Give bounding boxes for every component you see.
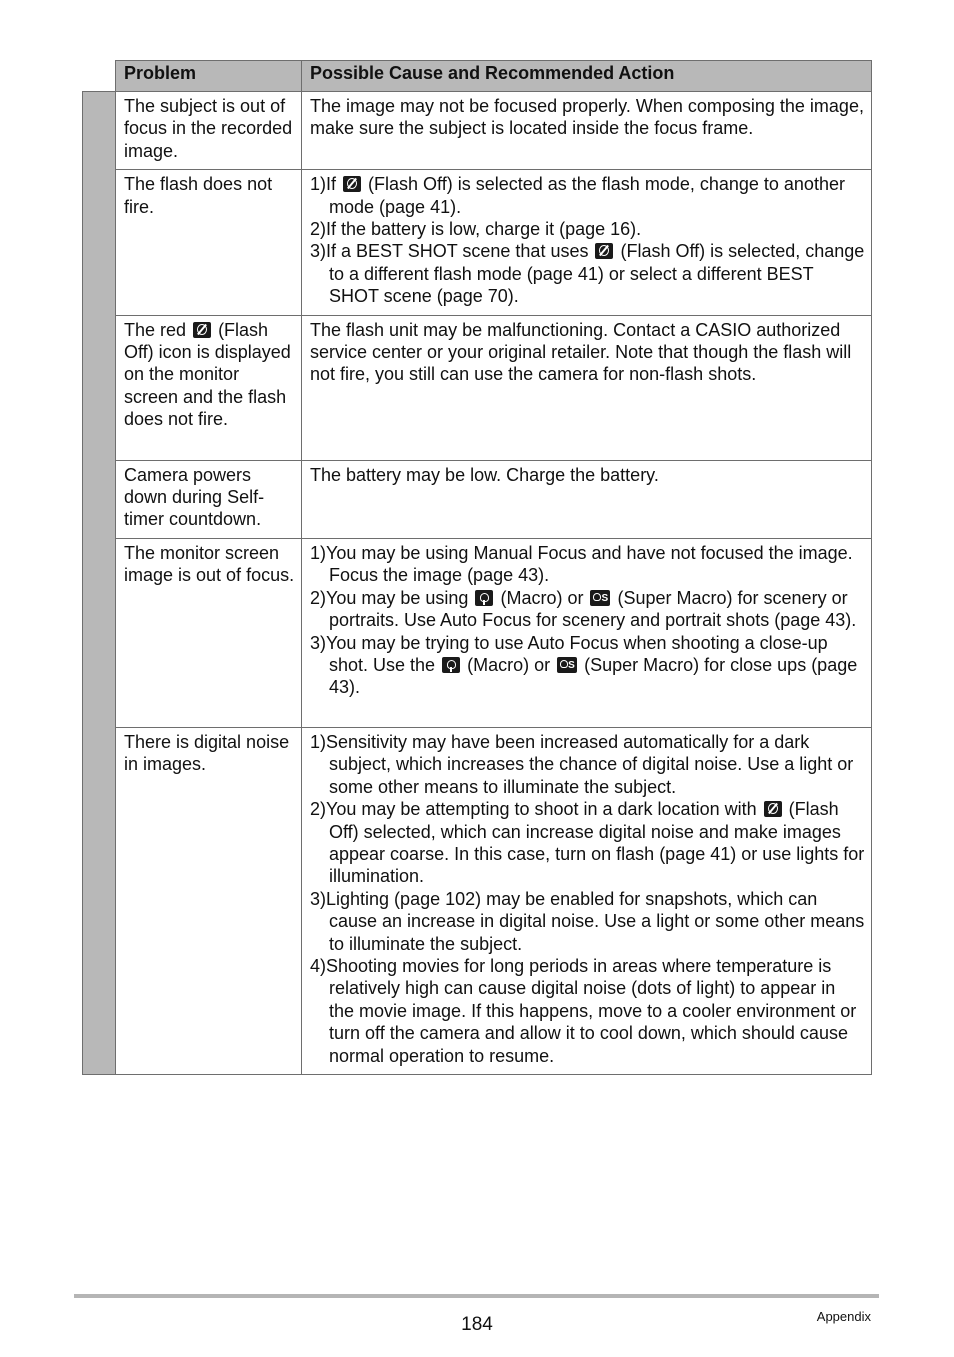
action-cell <box>302 727 872 1074</box>
table-row <box>83 538 872 727</box>
flash-off-icon <box>193 322 211 338</box>
action-cell <box>302 170 872 315</box>
action-step: 2)You may be attempting to shoot in a dark location with (Flash Off) selected, which can increase digital noise and make images appear coarse. In this case, turn on flash (page 41) or use lights for illumination. <box>310 799 865 887</box>
flash-off-icon <box>764 801 782 817</box>
problem-cell: The monitor screen image is out of focus. <box>116 538 302 727</box>
problem-cell: The flash does not fire. <box>116 170 302 315</box>
table-row <box>83 727 872 1074</box>
problem-cell: The red (Flash Off) icon is displayed on the monitor screen and the flash does not fire. <box>116 315 302 460</box>
action-step: 3)You may be trying to use Auto Focus when shooting a close-up shot. Use the (Macro) or S (Super Macro) for close ups (page 43). <box>310 632 865 699</box>
action-step: 2)If the battery is low, charge it (page 16). <box>310 219 642 240</box>
action-step: 2)You may be using (Macro) or S (Super Macro) for scenery or portraits. Use Auto Focus for scenery and portrait shots (page 43). <box>310 587 865 632</box>
troubleshooting-table <box>82 60 872 1075</box>
action-step: 3)If a BEST SHOT scene that uses (Flash Off) is selected, change to a different flash mode (page 41) or select a different BEST SHOT scene (page 70). <box>310 241 865 307</box>
super-macro-icon <box>557 657 577 673</box>
action-cell: The image may not be focused properly. When composing the image, make sure the subject is located inside the focus frame. <box>302 92 872 170</box>
action-step: 3)Lighting (page 102) may be enabled for snapshots, which can cause an increase in digital noise. Use a light or some other means to illuminate the subject. <box>310 888 865 954</box>
super-macro-icon <box>590 590 610 606</box>
problem-cell: Camera powers down during Self-timer countdown. <box>116 460 302 538</box>
footer-rule <box>74 1294 879 1298</box>
flash-off-icon <box>595 243 613 259</box>
header-spacer <box>83 61 116 92</box>
table-row <box>83 170 872 315</box>
table-row <box>83 315 872 460</box>
table-row <box>83 92 872 170</box>
action-cell: The flash unit may be malfunctioning. Contact a CASIO authorized service center or your original retailer. Note that though the flash will not fire, you still can use the camera for non-flash shots. <box>302 315 872 460</box>
action-step: 4)Shooting movies for long periods in areas where temperature is relatively high can cause digital noise (dots of light) to appear in the movie image. If this happens, move to a cooler environment or turn off the camera and allow it to cool down, which should cause normal operation to resume. <box>310 955 857 1066</box>
header-problem: Problem <box>116 61 302 92</box>
action-step: 1)You may be using Manual Focus and have not focused the image. Focus the image (page 43). <box>310 542 853 586</box>
section-tab <box>83 92 116 1075</box>
problem-cell: There is digital noise in images. <box>116 727 302 1074</box>
macro-icon <box>475 590 493 606</box>
table-header-row <box>83 61 872 92</box>
action-cell: The battery may be low. Charge the battery. <box>302 460 872 538</box>
macro-icon <box>442 657 460 673</box>
table-row <box>83 460 872 538</box>
action-cell <box>302 538 872 727</box>
header-action: Possible Cause and Recommended Action <box>302 61 872 92</box>
page-number: 184 <box>461 1314 493 1335</box>
flash-off-icon <box>343 176 361 192</box>
action-step: 1)Sensitivity may have been increased automatically for a dark subject, which increases the chance of digital noise. Use a light or some other means to illuminate the subject. <box>310 731 854 797</box>
section-label: Appendix <box>816 1309 871 1324</box>
action-step: 1)If (Flash Off) is selected as the flash mode, change to another mode (page 41). <box>310 174 845 217</box>
problem-cell: The subject is out of focus in the recorded image. <box>116 92 302 170</box>
